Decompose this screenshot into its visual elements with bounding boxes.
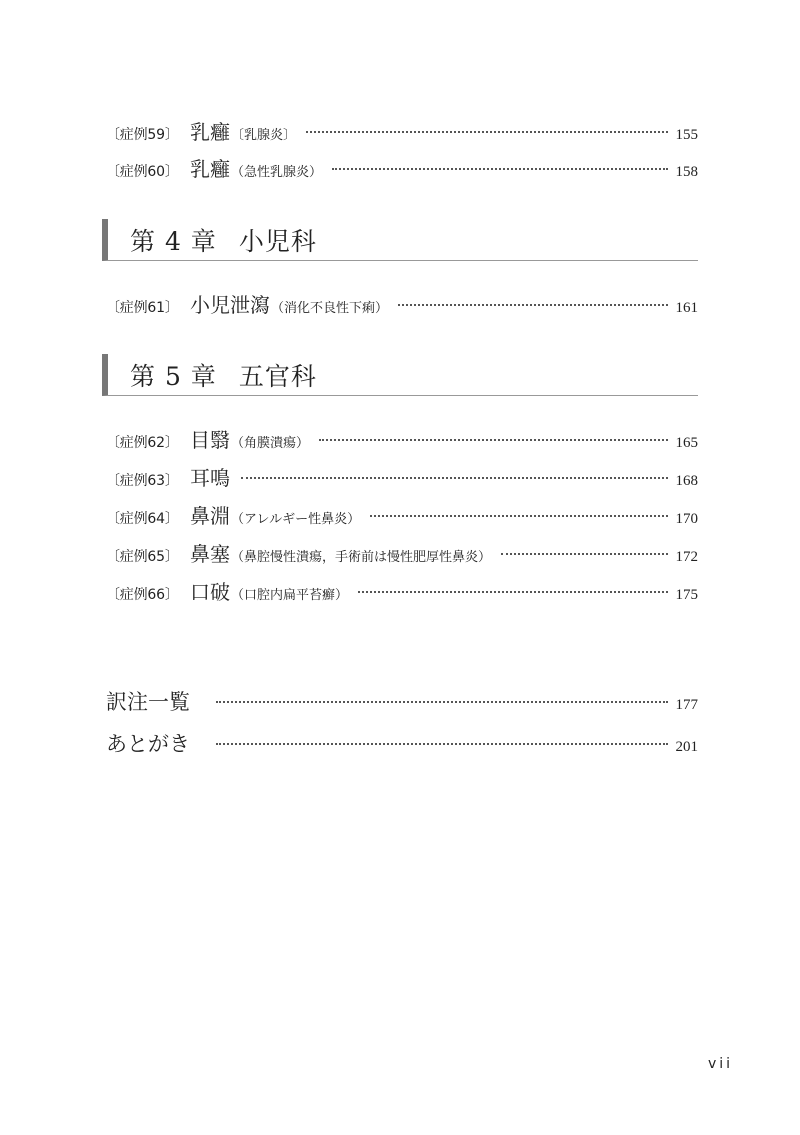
case-number: 〔症例59〕 (106, 127, 179, 143)
toc-entry[interactable] (106, 424, 698, 454)
toc-entry[interactable] (106, 462, 698, 492)
dot-leader (241, 476, 668, 479)
dot-leader (398, 303, 667, 306)
page-number: 158 (675, 164, 698, 180)
chapter-number: 第 5 章 (130, 361, 217, 391)
entry-title: あとがき (106, 732, 190, 756)
chapter-title: 五官科 (238, 361, 317, 391)
entry-title: 耳鳴 (190, 466, 230, 490)
toc-entry[interactable] (106, 153, 698, 183)
entry-title: 鼻淵 (190, 504, 230, 528)
page-number: 165 (675, 435, 698, 451)
back-matter-entry[interactable] (106, 728, 698, 760)
dot-leader (358, 590, 667, 593)
dot-leader (216, 700, 668, 703)
dot-leader (306, 130, 667, 133)
case-number: 〔症例66〕 (106, 587, 179, 603)
page-number: 170 (675, 511, 698, 527)
toc-entry[interactable] (106, 289, 698, 319)
chapter-heading[interactable] (102, 219, 698, 261)
dot-leader (216, 742, 668, 745)
toc-entry[interactable] (106, 538, 698, 568)
page-number: 201 (675, 739, 698, 755)
entry-subtitle: （角膜潰瘍） (231, 436, 310, 451)
back-matter-entry[interactable] (106, 686, 698, 718)
entry-title: 小児泄瀉 (190, 293, 270, 317)
case-number: 〔症例63〕 (106, 473, 179, 489)
dot-leader (501, 552, 667, 555)
toc-entry[interactable] (106, 500, 698, 530)
case-number: 〔症例60〕 (106, 164, 179, 180)
dot-leader (319, 438, 667, 441)
entry-subtitle: （急性乳腺炎） (231, 165, 323, 180)
page-number: 172 (675, 549, 698, 565)
entry-title: 口破 (190, 580, 230, 604)
page-number: 155 (675, 127, 698, 143)
chapter-heading[interactable] (102, 354, 698, 396)
entry-subtitle: （口腔内扁平苔癬） (231, 588, 349, 603)
entry-title: 乳癰 (190, 120, 230, 144)
entry-subtitle: （鼻腔慢性潰瘍，手術前は慢性肥厚性鼻炎） (231, 550, 492, 565)
entry-title: 乳癰 (190, 157, 230, 181)
case-number: 〔症例64〕 (106, 511, 179, 527)
entry-subtitle: （消化不良性下痢） (271, 301, 389, 316)
page-number: 177 (675, 697, 698, 713)
page-number: 168 (675, 473, 698, 489)
entry-title: 目翳 (190, 428, 230, 452)
entry-title: 鼻塞 (190, 542, 230, 566)
chapter-title: 小児科 (238, 226, 317, 256)
toc-entry[interactable] (106, 576, 698, 606)
page-number: 161 (675, 300, 698, 316)
dot-leader (332, 167, 667, 170)
toc-entry[interactable] (106, 116, 698, 146)
entry-subtitle: 〔乳腺炎〕 (231, 128, 297, 143)
chapter-number: 第 4 章 (130, 226, 217, 256)
case-number: 〔症例62〕 (106, 435, 179, 451)
entry-subtitle: （アレルギー性鼻炎） (231, 512, 361, 527)
case-number: 〔症例61〕 (106, 300, 179, 316)
entry-title: 訳注一覧 (106, 690, 190, 714)
dot-leader (370, 514, 667, 517)
case-number: 〔症例65〕 (106, 549, 179, 565)
folio-page-number: vii (708, 1056, 734, 1072)
page-number: 175 (675, 587, 698, 603)
